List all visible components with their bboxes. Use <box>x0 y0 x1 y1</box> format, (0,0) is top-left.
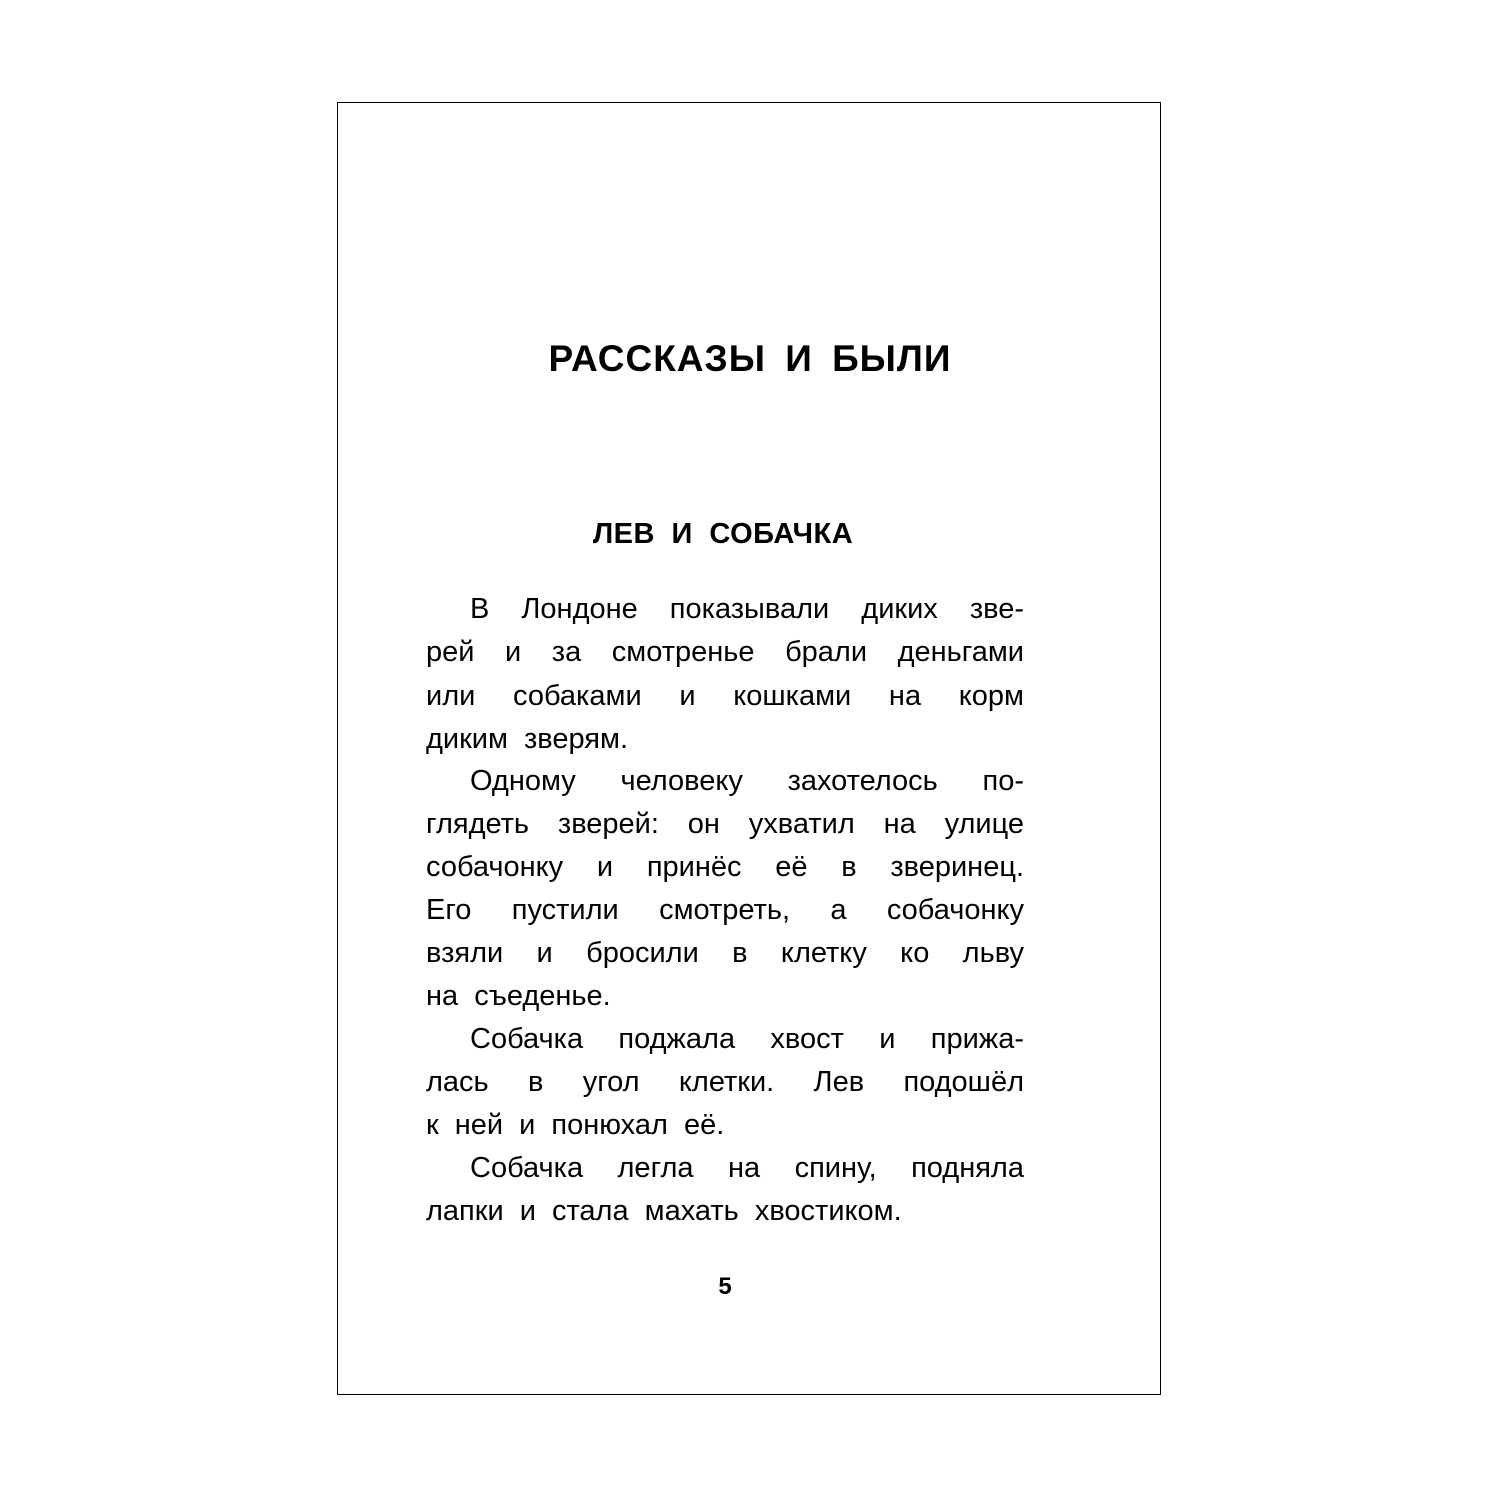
text-line: диким зверям. <box>426 723 629 755</box>
text-line: В Лондоне показывали диких зве- <box>470 593 1024 625</box>
text-line: собачонку и принёс её в зверинец. <box>426 851 1024 883</box>
text-line: рей и за смотренье брали деньгами <box>426 636 1024 668</box>
text-line: взяли и бросили в клетку ко льву <box>426 937 1024 969</box>
text-line: к ней и понюхал её. <box>426 1109 725 1141</box>
text-line: лапки и стала махать хвостиком. <box>426 1195 902 1227</box>
text-line: Собачка поджала хвост и прижа- <box>470 1023 1024 1055</box>
story-title: ЛЕВ И СОБАЧКА <box>592 518 854 550</box>
text-line: глядеть зверей: он ухватил на улице <box>426 808 1024 840</box>
text-line: или собаками и кошками на корм <box>426 680 1024 712</box>
text-line: лась в угол клетки. Лев подошёл <box>426 1066 1024 1098</box>
text-line: Одному человеку захотелось по- <box>470 765 1024 797</box>
text-line: Собачка легла на спину, подняла <box>470 1152 1024 1184</box>
page-number: 5 <box>718 1273 732 1300</box>
text-line: на съеденье. <box>426 980 611 1012</box>
section-title: РАССКАЗЫ И БЫЛИ <box>548 338 952 379</box>
text-line: Его пустили смотреть, а собачонку <box>426 894 1024 926</box>
